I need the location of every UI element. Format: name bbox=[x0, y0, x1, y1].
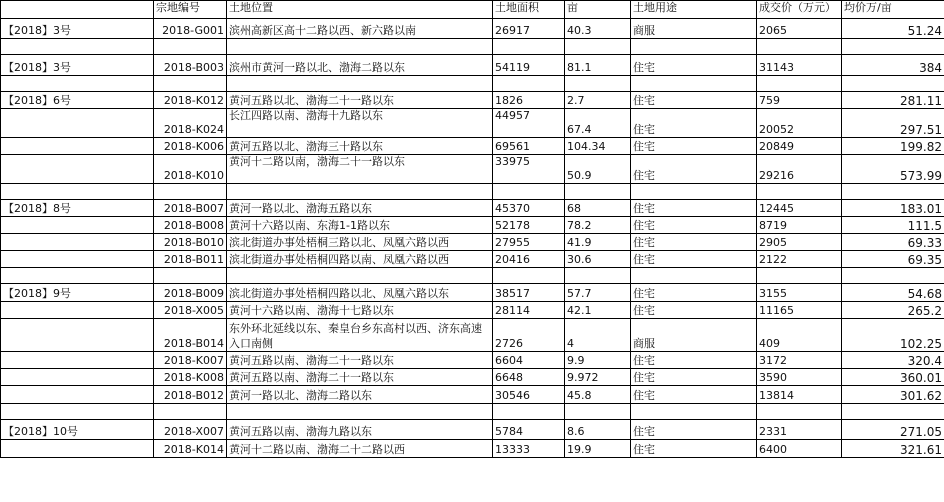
table-row bbox=[1, 55, 944, 76]
cell-price: 3590 bbox=[757, 369, 842, 386]
cell-group bbox=[1, 39, 154, 55]
table-row bbox=[1, 92, 944, 109]
cell-area: 6648 bbox=[493, 369, 565, 386]
cell-price: 6400 bbox=[757, 440, 842, 458]
cell-area: 38517 bbox=[493, 284, 565, 302]
cell-area bbox=[493, 268, 565, 284]
cell-price bbox=[757, 268, 842, 284]
cell-location: 黄河五路以北、渤海二十一路以东 bbox=[227, 92, 493, 109]
table-row bbox=[1, 302, 944, 319]
cell-code: 2018-K007 bbox=[154, 352, 227, 369]
cell-mu: 81.1 bbox=[565, 55, 631, 76]
cell-area: 44957 bbox=[493, 109, 565, 138]
cell-area: 52178 bbox=[493, 217, 565, 234]
cell-price bbox=[757, 404, 842, 420]
cell-price bbox=[757, 76, 842, 92]
cell-use: 住宅 bbox=[631, 200, 757, 217]
cell-price: 13814 bbox=[757, 386, 842, 404]
cell-use: 住宅 bbox=[631, 284, 757, 302]
header-mu: 亩 bbox=[565, 1, 631, 19]
cell-location: 黄河一路以北、渤海二路以东 bbox=[227, 386, 493, 404]
cell-code: 2018-B010 bbox=[154, 234, 227, 251]
cell-unit-price: 360.01 bbox=[842, 369, 944, 386]
cell-code: 2018-B007 bbox=[154, 200, 227, 217]
cell-group bbox=[1, 234, 154, 251]
cell-area: 20416 bbox=[493, 251, 565, 268]
cell-mu: 67.4 bbox=[565, 109, 631, 138]
cell-location bbox=[227, 76, 493, 92]
table-row bbox=[1, 268, 944, 284]
cell-mu: 50.9 bbox=[565, 155, 631, 184]
cell-code bbox=[154, 39, 227, 55]
cell-area bbox=[493, 404, 565, 420]
cell-mu: 57.7 bbox=[565, 284, 631, 302]
cell-use bbox=[631, 76, 757, 92]
cell-use: 住宅 bbox=[631, 420, 757, 440]
table-row bbox=[1, 386, 944, 404]
cell-area: 26917 bbox=[493, 19, 565, 39]
cell-group: 【2018】6号 bbox=[1, 92, 154, 109]
cell-area: 45370 bbox=[493, 200, 565, 217]
cell-code bbox=[154, 404, 227, 420]
cell-location: 滨北街道办事处梧桐三路以北、凤凰六路以西 bbox=[227, 234, 493, 251]
cell-area: 69561 bbox=[493, 138, 565, 155]
cell-location: 黄河五路以南、渤海二十一路以东 bbox=[227, 352, 493, 369]
cell-price bbox=[757, 184, 842, 200]
cell-group: 【2018】3号 bbox=[1, 19, 154, 39]
cell-mu bbox=[565, 268, 631, 284]
cell-mu: 2.7 bbox=[565, 92, 631, 109]
cell-use bbox=[631, 268, 757, 284]
table-row bbox=[1, 369, 944, 386]
cell-unit-price: 573.99 bbox=[842, 155, 944, 184]
cell-use: 住宅 bbox=[631, 440, 757, 458]
table-row bbox=[1, 155, 944, 184]
header-code: 宗地编号 bbox=[154, 1, 227, 19]
cell-location: 滨北街道办事处梧桐四路以北、凤凰六路以东 bbox=[227, 284, 493, 302]
header-location: 土地位置 bbox=[227, 1, 493, 19]
cell-use: 住宅 bbox=[631, 352, 757, 369]
table-row bbox=[1, 138, 944, 155]
cell-area bbox=[493, 76, 565, 92]
cell-unit-price bbox=[842, 184, 944, 200]
header-row bbox=[1, 1, 944, 19]
cell-mu: 42.1 bbox=[565, 302, 631, 319]
cell-group bbox=[1, 404, 154, 420]
cell-use: 住宅 bbox=[631, 251, 757, 268]
cell-unit-price: 301.62 bbox=[842, 386, 944, 404]
table-row bbox=[1, 217, 944, 234]
cell-unit-price bbox=[842, 39, 944, 55]
cell-price: 759 bbox=[757, 92, 842, 109]
cell-area bbox=[493, 184, 565, 200]
cell-location: 黄河十六路以南、渤海十七路以东 bbox=[227, 302, 493, 319]
cell-unit-price bbox=[842, 76, 944, 92]
cell-unit-price: 271.05 bbox=[842, 420, 944, 440]
cell-mu: 45.8 bbox=[565, 386, 631, 404]
cell-location: 黄河十六路以南、东海1-1路以东 bbox=[227, 217, 493, 234]
cell-price: 8719 bbox=[757, 217, 842, 234]
cell-location: 黄河一路以北、渤海五路以东 bbox=[227, 200, 493, 217]
cell-area: 54119 bbox=[493, 55, 565, 76]
cell-code: 2018-X005 bbox=[154, 302, 227, 319]
cell-price: 12445 bbox=[757, 200, 842, 217]
cell-mu: 104.34 bbox=[565, 138, 631, 155]
cell-code: 2018-K012 bbox=[154, 92, 227, 109]
cell-use: 住宅 bbox=[631, 217, 757, 234]
cell-use: 住宅 bbox=[631, 386, 757, 404]
cell-use: 住宅 bbox=[631, 369, 757, 386]
cell-code bbox=[154, 268, 227, 284]
cell-mu: 9.972 bbox=[565, 369, 631, 386]
cell-mu bbox=[565, 39, 631, 55]
cell-mu: 30.6 bbox=[565, 251, 631, 268]
cell-use bbox=[631, 404, 757, 420]
cell-unit-price: 281.11 bbox=[842, 92, 944, 109]
cell-price: 2122 bbox=[757, 251, 842, 268]
cell-area: 13333 bbox=[493, 440, 565, 458]
cell-group bbox=[1, 369, 154, 386]
cell-location: 滨北街道办事处梧桐四路以南、凤凰六路以西 bbox=[227, 251, 493, 268]
cell-unit-price bbox=[842, 268, 944, 284]
cell-use bbox=[631, 39, 757, 55]
cell-group: 【2018】10号 bbox=[1, 420, 154, 440]
cell-group bbox=[1, 184, 154, 200]
cell-use: 商服 bbox=[631, 319, 757, 352]
cell-price: 31143 bbox=[757, 55, 842, 76]
cell-price: 11165 bbox=[757, 302, 842, 319]
cell-code: 2018-B011 bbox=[154, 251, 227, 268]
cell-use: 住宅 bbox=[631, 55, 757, 76]
cell-use bbox=[631, 184, 757, 200]
cell-price: 3155 bbox=[757, 284, 842, 302]
cell-group bbox=[1, 76, 154, 92]
cell-mu: 9.9 bbox=[565, 352, 631, 369]
table-row bbox=[1, 284, 944, 302]
cell-unit-price: 69.33 bbox=[842, 234, 944, 251]
table-row bbox=[1, 19, 944, 39]
cell-area: 28114 bbox=[493, 302, 565, 319]
cell-code: 2018-B003 bbox=[154, 55, 227, 76]
cell-price: 20052 bbox=[757, 109, 842, 138]
cell-group bbox=[1, 109, 154, 138]
cell-unit-price: 102.25 bbox=[842, 319, 944, 352]
cell-use: 住宅 bbox=[631, 92, 757, 109]
cell-use: 住宅 bbox=[631, 138, 757, 155]
cell-code: 2018-K008 bbox=[154, 369, 227, 386]
cell-group bbox=[1, 268, 154, 284]
cell-group bbox=[1, 386, 154, 404]
cell-code: 2018-B012 bbox=[154, 386, 227, 404]
cell-location: 滨州市黄河一路以北、渤海二路以东 bbox=[227, 55, 493, 76]
cell-code: 2018-G001 bbox=[154, 19, 227, 39]
cell-location: 长江四路以南、渤海十九路以东 bbox=[227, 109, 493, 138]
cell-unit-price: 183.01 bbox=[842, 200, 944, 217]
cell-price: 2905 bbox=[757, 234, 842, 251]
cell-location: 黄河十二路以南，渤海二十一路以东 bbox=[227, 155, 493, 184]
cell-code: 2018-K010 bbox=[154, 155, 227, 184]
cell-price: 2065 bbox=[757, 19, 842, 39]
cell-mu: 68 bbox=[565, 200, 631, 217]
cell-price: 20849 bbox=[757, 138, 842, 155]
table-body bbox=[1, 1, 944, 458]
cell-area: 33975 bbox=[493, 155, 565, 184]
cell-unit-price: 321.61 bbox=[842, 440, 944, 458]
cell-code bbox=[154, 76, 227, 92]
cell-unit-price: 111.5 bbox=[842, 217, 944, 234]
table-row bbox=[1, 109, 944, 138]
header-use: 土地用途 bbox=[631, 1, 757, 19]
cell-unit-price: 320.4 bbox=[842, 352, 944, 369]
cell-code bbox=[154, 184, 227, 200]
cell-area: 5784 bbox=[493, 420, 565, 440]
cell-use: 住宅 bbox=[631, 155, 757, 184]
cell-location: 黄河十二路以南、渤海二十二路以西 bbox=[227, 440, 493, 458]
cell-area: 1826 bbox=[493, 92, 565, 109]
cell-location: 黄河五路以南、渤海二十一路以东 bbox=[227, 369, 493, 386]
table-row bbox=[1, 440, 944, 458]
cell-location: 黄河五路以南、渤海九路以东 bbox=[227, 420, 493, 440]
cell-location bbox=[227, 404, 493, 420]
header-group bbox=[1, 1, 154, 19]
table-row bbox=[1, 319, 944, 352]
cell-use: 住宅 bbox=[631, 302, 757, 319]
table-row bbox=[1, 76, 944, 92]
table-row bbox=[1, 234, 944, 251]
cell-mu bbox=[565, 404, 631, 420]
cell-group: 【2018】8号 bbox=[1, 200, 154, 217]
cell-unit-price: 297.51 bbox=[842, 109, 944, 138]
cell-group bbox=[1, 251, 154, 268]
cell-code: 2018-K014 bbox=[154, 440, 227, 458]
cell-use: 商服 bbox=[631, 19, 757, 39]
cell-mu: 8.6 bbox=[565, 420, 631, 440]
cell-group: 【2018】3号 bbox=[1, 55, 154, 76]
cell-group bbox=[1, 155, 154, 184]
cell-group: 【2018】9号 bbox=[1, 284, 154, 302]
cell-mu bbox=[565, 76, 631, 92]
cell-group bbox=[1, 302, 154, 319]
cell-mu: 4 bbox=[565, 319, 631, 352]
table-row bbox=[1, 39, 944, 55]
cell-mu: 41.9 bbox=[565, 234, 631, 251]
cell-area: 27955 bbox=[493, 234, 565, 251]
cell-use: 住宅 bbox=[631, 234, 757, 251]
cell-area: 6604 bbox=[493, 352, 565, 369]
cell-location: 滨州高新区高十二路以西、新六路以南 bbox=[227, 19, 493, 39]
header-price: 成交价（万元） bbox=[757, 1, 842, 19]
table-row bbox=[1, 200, 944, 217]
cell-use: 住宅 bbox=[631, 109, 757, 138]
cell-unit-price: 384 bbox=[842, 55, 944, 76]
cell-area: 30546 bbox=[493, 386, 565, 404]
cell-group bbox=[1, 217, 154, 234]
cell-location bbox=[227, 268, 493, 284]
cell-price: 409 bbox=[757, 319, 842, 352]
cell-price: 3172 bbox=[757, 352, 842, 369]
cell-code: 2018-B008 bbox=[154, 217, 227, 234]
cell-mu bbox=[565, 184, 631, 200]
table-row bbox=[1, 352, 944, 369]
cell-code: 2018-K024 bbox=[154, 109, 227, 138]
cell-unit-price: 265.2 bbox=[842, 302, 944, 319]
cell-unit-price: 199.82 bbox=[842, 138, 944, 155]
cell-mu: 19.9 bbox=[565, 440, 631, 458]
table-row bbox=[1, 404, 944, 420]
table-row bbox=[1, 184, 944, 200]
cell-price: 2331 bbox=[757, 420, 842, 440]
cell-unit-price: 69.35 bbox=[842, 251, 944, 268]
header-area: 土地面积 bbox=[493, 1, 565, 19]
cell-location bbox=[227, 39, 493, 55]
cell-group bbox=[1, 319, 154, 352]
cell-group bbox=[1, 352, 154, 369]
header-unit-price: 均价万/亩 bbox=[842, 1, 944, 19]
cell-code: 2018-B009 bbox=[154, 284, 227, 302]
cell-price bbox=[757, 39, 842, 55]
table-row bbox=[1, 251, 944, 268]
table-row bbox=[1, 420, 944, 440]
cell-mu: 78.2 bbox=[565, 217, 631, 234]
cell-area bbox=[493, 39, 565, 55]
cell-unit-price: 54.68 bbox=[842, 284, 944, 302]
cell-code: 2018-B014 bbox=[154, 319, 227, 352]
cell-price: 29216 bbox=[757, 155, 842, 184]
cell-location: 东外环北延线以东、秦皇台乡东高村以西、济东高速入口南侧 bbox=[227, 319, 493, 352]
cell-code: 2018-X007 bbox=[154, 420, 227, 440]
cell-group bbox=[1, 440, 154, 458]
cell-location: 黄河五路以北、渤海三十路以东 bbox=[227, 138, 493, 155]
cell-area: 2726 bbox=[493, 319, 565, 352]
cell-group bbox=[1, 138, 154, 155]
cell-code: 2018-K006 bbox=[154, 138, 227, 155]
cell-location bbox=[227, 184, 493, 200]
cell-unit-price: 51.24 bbox=[842, 19, 944, 39]
cell-mu: 40.3 bbox=[565, 19, 631, 39]
cell-unit-price bbox=[842, 404, 944, 420]
